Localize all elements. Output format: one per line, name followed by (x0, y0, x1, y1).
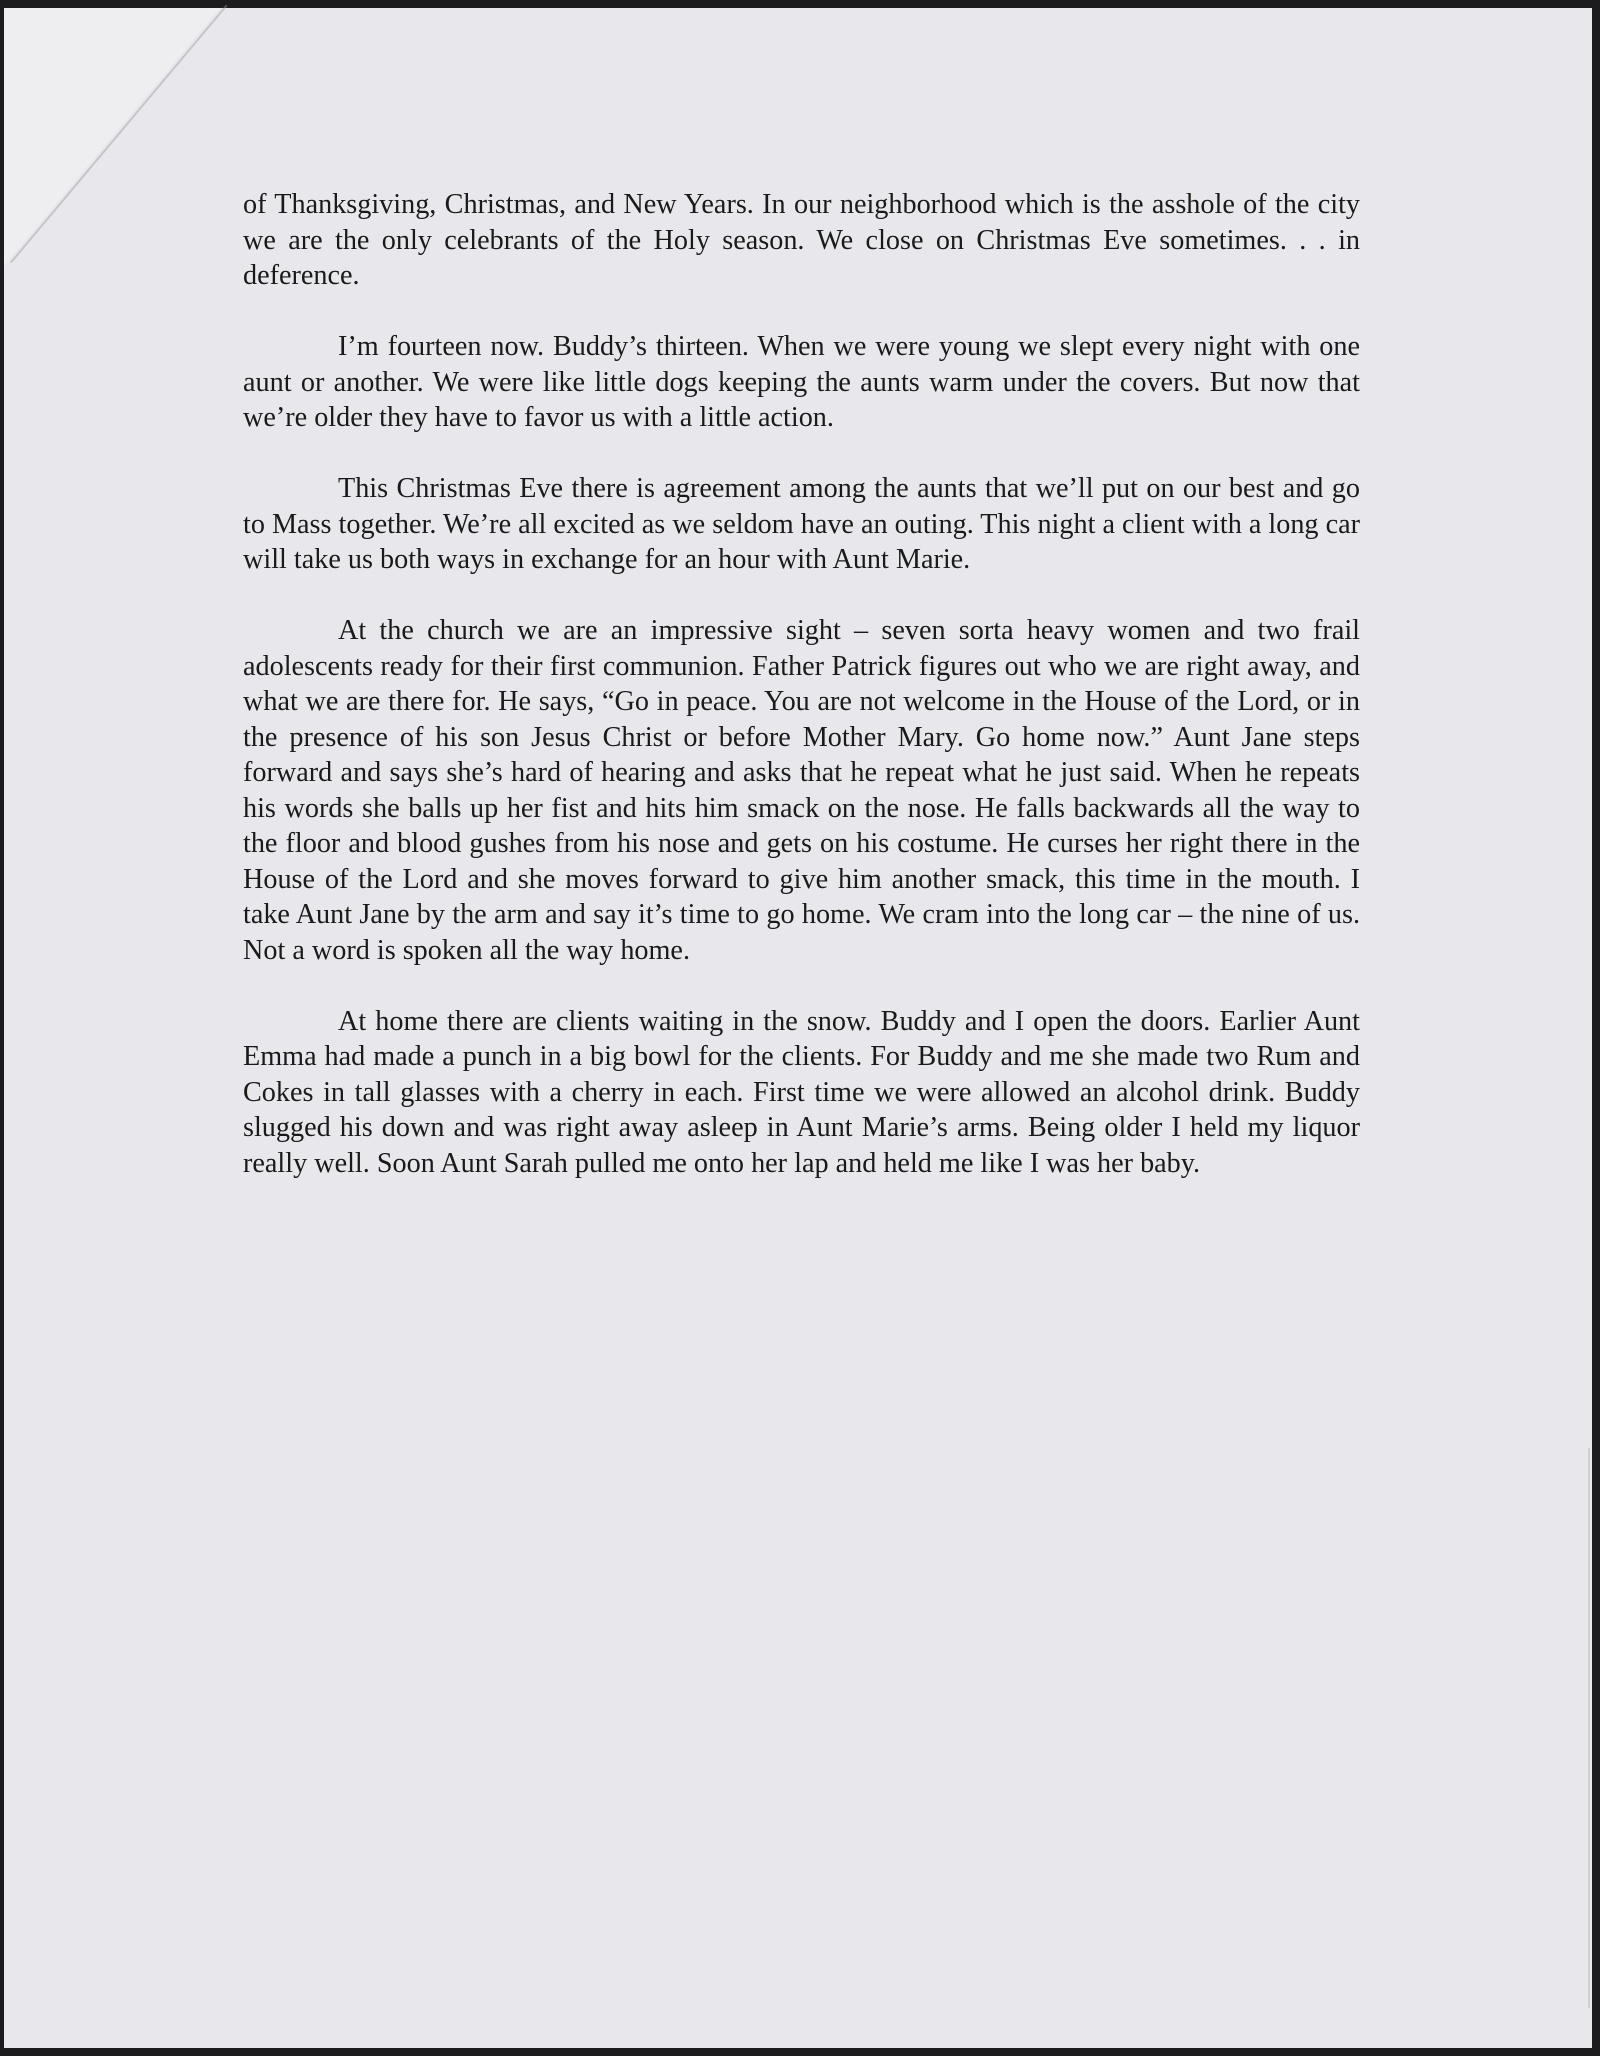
paragraph-3: This Christmas Eve there is agreement among the aunts that we’ll put on our best and go to Mass together. We’re all excited as we seldom have an outing. This night a client with a long car will take us both ways in exchange for an hour with Aunt Marie. (243, 473, 1360, 575)
document-body (243, 187, 1360, 1217)
paragraph-4: At the church we are an impressive sight – seven sorta heavy women and two frail adolescents ready for their first communion. Father Patrick figures out who we are right away, and what we are there for. He says, “Go in peace. You are not welcome in the House of the Lord, or in the presence of his son Jesus Christ or before Mother Mary. Go home now.” Aunt Jane steps forward and says she’s hard of hearing and asks that he repeat what he just said. When he repeats his words she balls up her fist and hits him smack on the nose. He falls backwards all the way to the floor and blood gushes from his nose and gets on his costume. He curses her right there in the House of the Lord and she moves forward to give him another smack, this time in the mouth. I take Aunt Jane by the arm and say it’s time to go home. We cram into the long car – the nine of us. Not a word is spoken all the way home. (243, 615, 1360, 966)
folded-corner (4, 8, 220, 266)
paragraph-5: At home there are clients waiting in the snow. Buddy and I open the doors. Earlier Aunt Emma had made a punch in a big bowl for the clients. For Buddy and me she made two Rum and Cokes in tall glasses with a cherry in each. First time we were allowed an alcohol drink. Buddy slugged his down and was right away asleep in Aunt Marie’s arms. Being older I held my liquor really well. Soon Aunt Sarah pulled me onto her lap and held me like I was her baby. (243, 1005, 1360, 1179)
paragraph-2: I’m fourteen now. Buddy’s thirteen. When we were young we slept every night with one aunt or another. We were like little dogs keeping the aunts warm under the covers. But now that we’re older they have to favor us with a little action. (243, 331, 1360, 433)
page-edge-mark (1588, 1448, 1590, 2008)
paragraph-1: of Thanksgiving, Christmas, and New Years. In our neighborhood which is the asshole of the city we are the only celebrants of the Holy season. We close on Christmas Eve sometimes. . . in deference. (243, 189, 1360, 291)
